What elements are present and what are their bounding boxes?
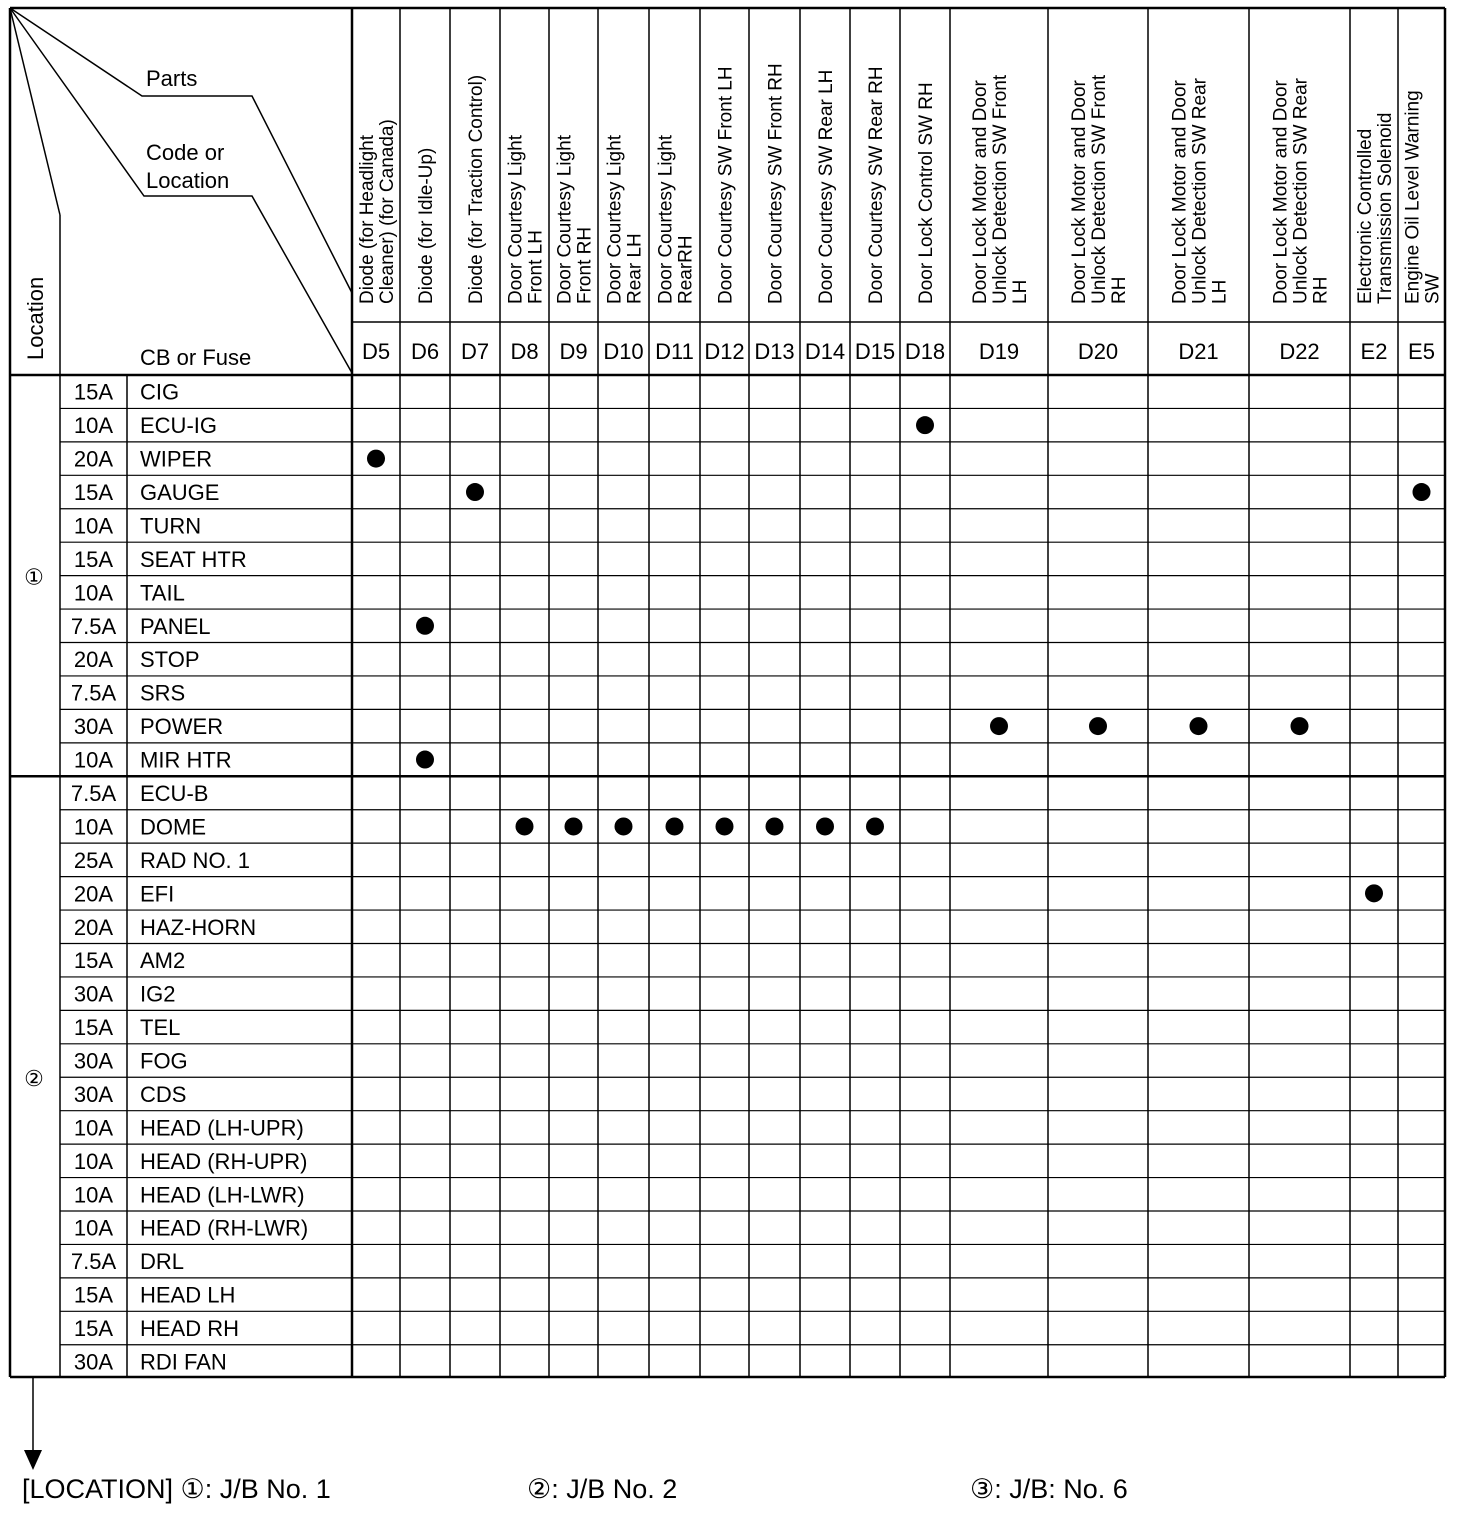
- fuse-amperage: 20A: [73, 446, 114, 472]
- footer-location-3: ③: J/B: No. 6: [970, 1474, 1128, 1504]
- fuse-name: SRS: [140, 680, 186, 706]
- column-code: D9: [559, 339, 588, 364]
- connection-dot: [916, 416, 934, 434]
- fuse-amperage: 30A: [73, 714, 114, 740]
- fuse-amperage: 15A: [73, 1282, 114, 1308]
- fuse-name: EFI: [140, 881, 175, 907]
- column-header-label: Unlock Detection SW Front: [990, 74, 1011, 304]
- column-code: D5: [361, 339, 391, 364]
- connection-dot: [816, 817, 834, 835]
- fuse-amperage: 30A: [73, 1081, 114, 1107]
- column-header-label: RH: [1310, 276, 1332, 304]
- fuse-name: HEAD LH: [140, 1282, 236, 1308]
- fuse-name: HEAD (LH-UPR): [140, 1115, 304, 1141]
- connection-dot: [766, 817, 784, 835]
- fuse-amperage: 10A: [73, 747, 114, 773]
- fuse-amperage: 7.5A: [70, 781, 117, 806]
- connection-dot: [1413, 483, 1431, 501]
- fuse-amperage: 20A: [73, 881, 114, 907]
- connection-dot: [1190, 717, 1208, 735]
- corner-code-label: Code or: [146, 140, 225, 165]
- column-code: D8: [510, 339, 539, 364]
- connection-dot: [866, 817, 884, 835]
- connection-dot: [565, 817, 583, 835]
- location-markers: [24, 565, 44, 1092]
- column-code: D22: [1279, 339, 1320, 364]
- location-marker: ②: [24, 1066, 44, 1092]
- fuse-name: HEAD (RH-LWR): [140, 1215, 309, 1241]
- fuse-amperage: 7.5A: [70, 613, 117, 639]
- fuse-name: MIR HTR: [140, 747, 232, 773]
- corner-diagonal: [10, 8, 60, 215]
- fuse-amperage: 15A: [73, 1316, 114, 1342]
- column-header-label: Door Courtesy SW Front RH: [765, 63, 787, 304]
- column-code: D12: [704, 339, 745, 364]
- fuse-name: RDI FAN: [140, 1349, 227, 1375]
- connection-dot: [716, 817, 734, 835]
- column-header-label: Front LH: [525, 230, 547, 304]
- corner-cb-fuse-label: CB or Fuse: [140, 345, 252, 370]
- fuse-name: ECU-B: [140, 781, 209, 806]
- column-header-label: Door Courtesy SW Rear RH: [866, 66, 887, 304]
- connection-dot: [615, 817, 633, 835]
- fuse-name: IG2: [140, 981, 176, 1007]
- fuse-name: SEAT HTR: [140, 546, 247, 572]
- column-header-label: Transmission Solenoid: [1375, 112, 1396, 304]
- column-header-label: Door Lock Control SW RH: [916, 82, 937, 304]
- column-header-label: Door Courtesy Light: [505, 135, 527, 304]
- corner-parts-label: Parts: [146, 66, 198, 91]
- location-marker: ①: [24, 564, 44, 590]
- fuse-name: PANEL: [140, 613, 211, 639]
- corner-location-label: Location: [146, 168, 230, 193]
- column-header-label: Unlock Detection SW Rear: [1189, 78, 1211, 304]
- fuse-amperage: 15A: [73, 379, 114, 405]
- table-corner: [23, 66, 251, 370]
- fuse-name: TAIL: [140, 580, 185, 606]
- fuse-amperage: 10A: [73, 1115, 114, 1141]
- column-header-label: Unlock Detection SW Rear: [1290, 78, 1312, 304]
- column-code: D7: [460, 339, 490, 364]
- fuse-amperage: 20A: [73, 914, 114, 940]
- fuse-amperage: 15A: [73, 1015, 114, 1041]
- column-header-label: Unlock Detection SW Front: [1089, 74, 1110, 304]
- connection-dots: [367, 416, 1431, 902]
- column-header-label: Door Courtesy SW Front LH: [715, 66, 737, 304]
- fuse-amperage: 10A: [73, 814, 114, 840]
- corner-location-axis-label: Location: [23, 276, 48, 360]
- fuse-name: ECU-IG: [140, 413, 217, 439]
- column-code: D18: [904, 339, 946, 364]
- column-header-label: RH: [1109, 276, 1130, 304]
- fuse-name: STOP: [140, 647, 200, 673]
- fuse-amperage: 30A: [73, 1048, 114, 1074]
- fuse-amperage: 7.5A: [70, 680, 117, 706]
- fuse-name: GAUGE: [140, 480, 220, 506]
- column-code: E5: [1408, 339, 1435, 364]
- column-header-label: Door Lock Motor and Door: [1169, 80, 1191, 304]
- footer-location-1: [LOCATION] ①: J/B No. 1: [22, 1474, 331, 1504]
- column-code: D10: [603, 339, 644, 364]
- connection-dot: [516, 817, 534, 835]
- column-header-label: Engine Oil Level Warning: [1402, 90, 1424, 304]
- connection-dot: [416, 751, 434, 769]
- fuse-name: HEAD (LH-LWR): [140, 1182, 305, 1208]
- fuse-name: POWER: [140, 714, 224, 740]
- fuse-name: FOG: [140, 1048, 188, 1074]
- fuse-amperage: 10A: [73, 413, 114, 439]
- fuse-name: TEL: [140, 1015, 181, 1041]
- connection-dot: [1365, 884, 1383, 902]
- fuse-name: WIPER: [140, 446, 213, 472]
- connection-dot: [416, 617, 434, 635]
- column-header-label: Door Courtesy Light: [554, 135, 576, 304]
- column-code: D21: [1178, 339, 1219, 364]
- column-header-label: LH: [1209, 279, 1231, 304]
- connection-dot: [367, 450, 385, 468]
- fuse-name: CIG: [140, 379, 180, 405]
- location-arrow-head: [24, 1450, 42, 1470]
- fuse-amperage: 20A: [73, 647, 114, 673]
- column-header-label: Rear LH: [624, 233, 646, 304]
- column-header-label: Door Lock Motor and Door: [1069, 80, 1090, 304]
- fuse-amperage: 15A: [73, 546, 114, 572]
- column-header-label: Door Lock Motor and Door: [1270, 80, 1292, 304]
- fuse-amperage: 10A: [73, 580, 114, 606]
- footer-location-2: ②: J/B No. 2: [527, 1474, 678, 1504]
- fuse-name: TURN: [140, 513, 202, 539]
- connection-dot: [666, 817, 684, 835]
- fuse-name: RAD NO. 1: [140, 847, 251, 873]
- connection-dot: [1089, 717, 1107, 735]
- fuse-name: AM2: [140, 948, 186, 974]
- fuse-amperage: 10A: [73, 1215, 114, 1241]
- column-header-label: Door Courtesy SW Rear LH: [816, 69, 837, 304]
- column-header-label: Door Lock Motor and Door: [970, 80, 991, 304]
- fuse-name: CDS: [140, 1081, 187, 1107]
- fuse-amperage: 10A: [73, 1182, 114, 1208]
- fuse-name: HAZ-HORN: [140, 914, 257, 940]
- fuse-name: DRL: [140, 1249, 185, 1275]
- column-header-label: Cleaner) (for Canada): [377, 119, 398, 304]
- column-header-label: Diode (for Idle-Up): [416, 147, 437, 304]
- column-header-label: Diode (for Headlight: [357, 135, 378, 304]
- fuse-amperage: 10A: [73, 513, 114, 539]
- column-code: E2: [1360, 339, 1388, 364]
- column-code: D15: [854, 339, 896, 364]
- column-code: D11: [655, 339, 694, 364]
- column-code: D14: [804, 339, 846, 364]
- connection-dot: [1291, 717, 1309, 735]
- fuse-amperage: 15A: [73, 480, 114, 506]
- connection-dot: [466, 483, 484, 501]
- column-header-label: Door Courtesy Light: [655, 135, 677, 304]
- column-header-label: Diode (for Traction Control): [466, 74, 487, 304]
- column-header-label: Door Courtesy Light: [604, 135, 626, 304]
- connection-dot: [990, 717, 1008, 735]
- column-header-label: RearRH: [675, 235, 697, 304]
- column-header-label: LH: [1010, 279, 1031, 304]
- fuse-amperage: 10A: [73, 1148, 114, 1174]
- column-header-label: Front RH: [574, 226, 596, 304]
- column-header-label: SW: [1422, 273, 1444, 304]
- fuse-amperage: 15A: [73, 948, 114, 974]
- column-header-label: Electronic Controlled: [1355, 128, 1376, 304]
- fuse-amperage: 30A: [73, 1349, 114, 1375]
- column-code: D6: [410, 339, 440, 364]
- column-code: D13: [754, 339, 795, 364]
- column-code: D20: [1077, 339, 1119, 364]
- fuse-name: DOME: [140, 814, 206, 840]
- fuse-amperage: 30A: [73, 981, 114, 1007]
- fuse-name: HEAD (RH-UPR): [140, 1148, 308, 1174]
- fuse-name: HEAD RH: [140, 1316, 240, 1342]
- fuse-amperage: 25A: [73, 847, 114, 873]
- fuse-amperage: 7.5A: [70, 1249, 117, 1275]
- column-code: D19: [978, 339, 1020, 364]
